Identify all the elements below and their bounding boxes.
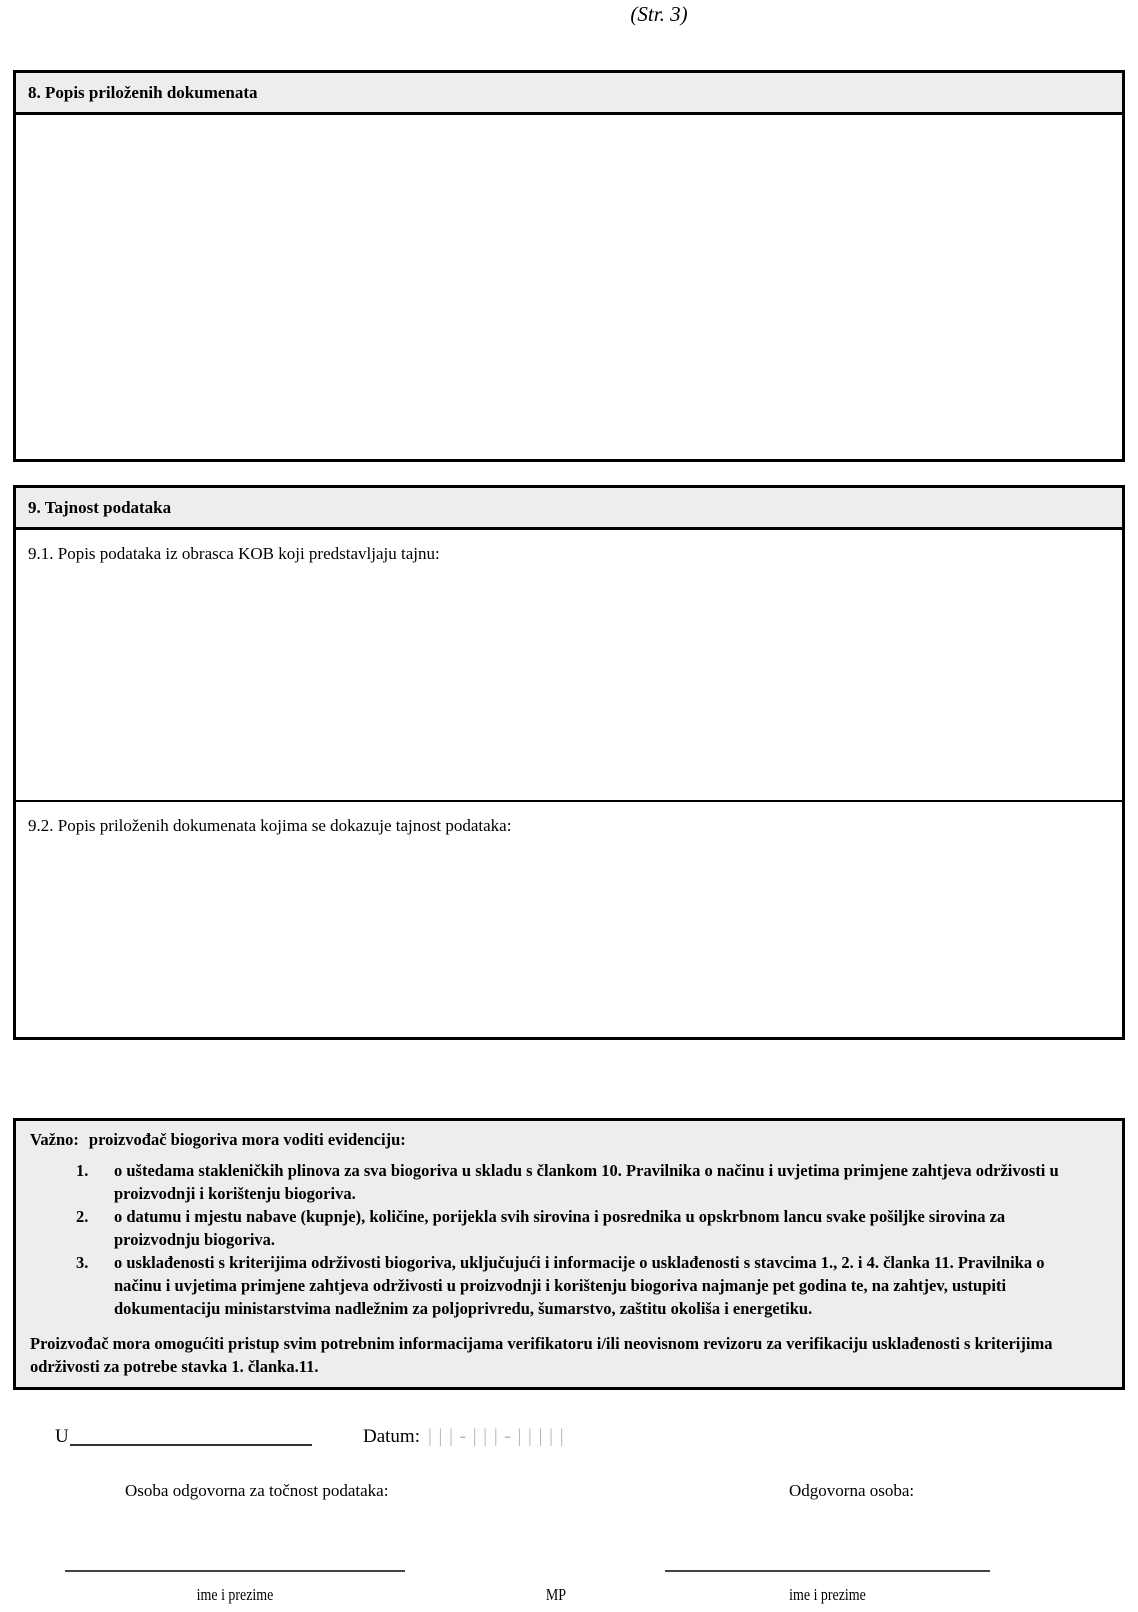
section-9-1-label: 9.1. Popis podataka iz obrasca KOB koji predstavljaju tajnu: — [28, 544, 440, 563]
important-label: Važno: — [30, 1130, 79, 1149]
list-item — [30, 1159, 1108, 1205]
section-9-1-row — [16, 530, 1122, 802]
list-item — [30, 1205, 1108, 1251]
left-signature-line[interactable] — [65, 1570, 405, 1572]
left-signature-caption: ime i prezime — [196, 1585, 274, 1604]
section-9-2-input-area[interactable] — [16, 802, 1122, 1037]
section-8-box — [13, 70, 1125, 462]
list-item — [30, 1251, 1108, 1320]
important-heading — [30, 1128, 1108, 1151]
list-item-number: 2. — [76, 1207, 89, 1226]
left-role-label: Osoba odgovorna za točnost podataka: — [125, 1481, 389, 1500]
list-item-number: 1. — [76, 1161, 89, 1180]
right-signature-line[interactable] — [665, 1570, 990, 1572]
section-8-header — [16, 73, 1122, 115]
list-item-text: o usklađenosti s kriterijima održivosti biogoriva, uključujući i informacije o usklađenosti s stavcima 1., 2. i 4. članka 11. Pravilnika o načinu i uvjetima primjene zahtjeva održivosti u proizvodnji i korištenju biogoriva najmanje pet godina te, na zahtjev, ustupiti dokumentaciju ministarstvima nadležnim za poljoprivredu, šumarstvo, zaštitu okoliša i energetiku. — [114, 1253, 1045, 1318]
right-role-label: Odgovorna osoba: — [789, 1481, 915, 1500]
section-8-input-area[interactable] — [16, 115, 1122, 459]
section-9-header — [16, 488, 1122, 530]
place-input-line[interactable] — [70, 1426, 312, 1446]
date-input-boxes[interactable]: | | | - | | | - | | | | | — [428, 1426, 565, 1447]
stamp-label: MP — [545, 1585, 567, 1604]
important-list — [30, 1159, 1108, 1320]
section-9-title: 9. Tajnost podataka — [28, 497, 172, 517]
section-9-box — [13, 485, 1125, 1040]
page-number-marker: (Str. 3) — [630, 2, 688, 26]
place-label: U — [55, 1426, 69, 1447]
list-item-number: 3. — [76, 1253, 89, 1272]
list-item-text: o uštedama stakleničkih plinova za sva biogoriva u skladu s člankom 10. Pravilnika o načinu i uvjetima primjene zahtjeva održivosti u proizvodnji i korištenju biogoriva. — [114, 1161, 1059, 1203]
right-signature-caption: ime i prezime — [789, 1585, 866, 1604]
important-heading-text: proizvođač biogoriva mora voditi evidenciju: — [88, 1130, 406, 1149]
important-notice-box — [13, 1118, 1125, 1390]
section-9-2-label: 9.2. Popis priloženih dokumenata kojima se dokazuje tajnost podataka: — [28, 816, 512, 835]
section-9-1-input-area[interactable] — [16, 530, 1122, 800]
important-footer: Proizvođač mora omogućiti pristup svim potrebnim informacijama verifikatoru i/ili neovisnom revizoru za verifikaciju usklađenosti s kriterijima održivosti za potrebe stavka 1. članka.11. — [30, 1334, 1053, 1376]
section-9-2-row — [16, 802, 1122, 1037]
section-8-body — [16, 115, 1122, 459]
date-label: Datum: — [363, 1426, 420, 1447]
section-8-title: 8. Popis priloženih dokumenata — [28, 82, 258, 102]
list-item-text: o datumu i mjestu nabave (kupnje), količine, porijekla svih sirovina i posrednika u opskrbnom lancu svake pošiljke sirovina za proizvodnju biogoriva. — [114, 1207, 1006, 1249]
